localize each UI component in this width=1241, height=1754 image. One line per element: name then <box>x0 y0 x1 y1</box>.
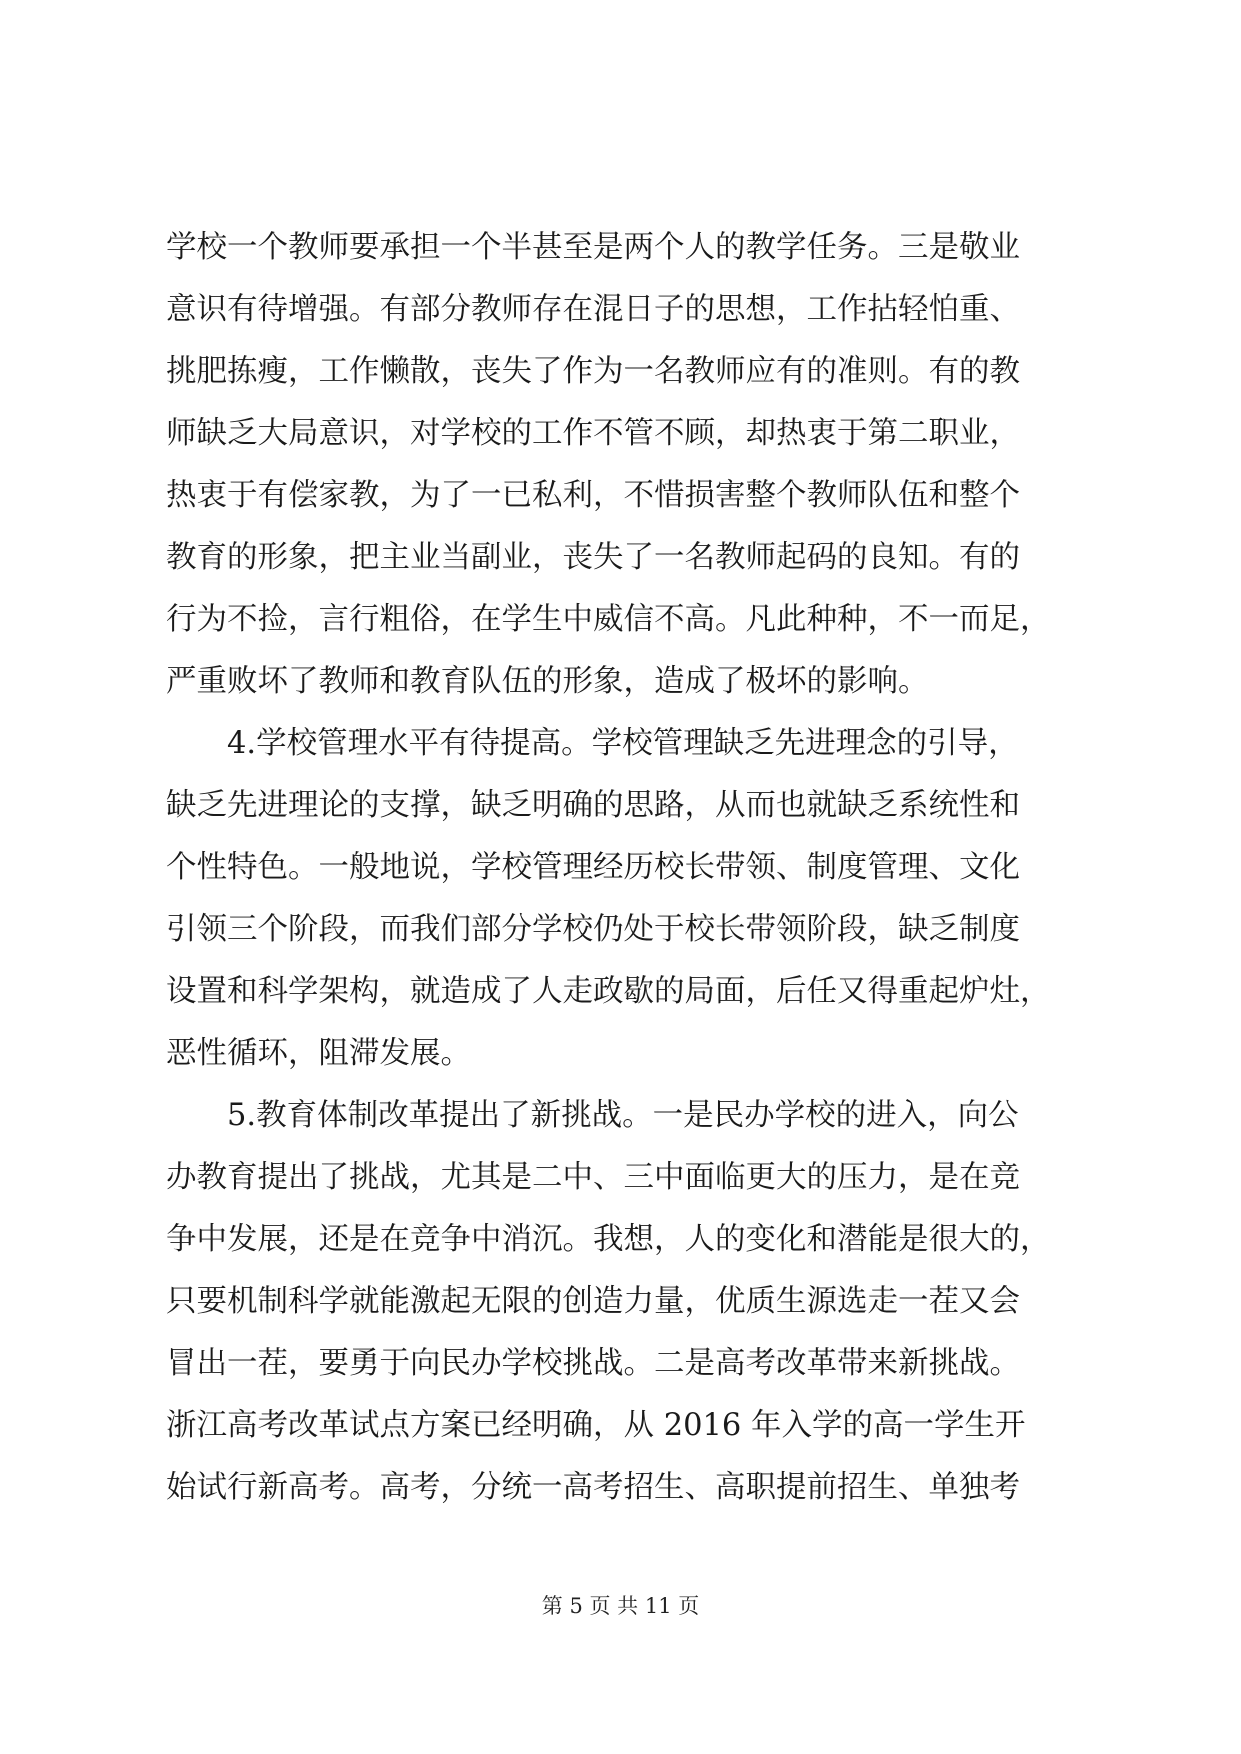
text-line: 只要机制科学就能激起无限的创造力量，优质生源选走一茬又会 <box>166 1284 1020 1319</box>
text-line: 始试行新高考。高考，分统一高考招生、高职提前招生、单独考 <box>166 1470 1020 1505</box>
paragraph-4-start: 4.学校管理水平有待提高。学校管理缺乏先进理念的引导， <box>166 726 1019 761</box>
text-line: 意识有待增强。有部分教师存在混日子的思想，工作拈轻怕重、 <box>166 292 1020 327</box>
page-number-footer: 第 5 页 共 11 页 <box>541 1594 700 1618</box>
text-line: 学校一个教师要承担一个半甚至是两个人的教学任务。三是敬业 <box>166 230 1020 265</box>
text-line: 热衷于有偿家教，为了一已私利，不惜损害整个教师队伍和整个 <box>166 478 1020 513</box>
text-line: 争中发展，还是在竞争中消沉。我想，人的变化和潜能是很大的， <box>166 1222 1051 1257</box>
text-line: 教育的形象，把主业当副业，丧失了一名教师起码的良知。有的 <box>166 540 1020 575</box>
text-line: 个性特色。一般地说，学校管理经历校长带领、制度管理、文化 <box>166 850 1020 885</box>
text-line: 恶性循环，阻滞发展。 <box>166 1036 471 1071</box>
text-line: 设置和科学架构，就造成了人走政歇的局面，后任又得重起炉灶， <box>166 974 1051 1009</box>
text-line: 行为不捡，言行粗俗，在学生中威信不高。凡此种种，不一而足， <box>166 602 1051 637</box>
text-line: 缺乏先进理论的支撑，缺乏明确的思路，从而也就缺乏系统性和 <box>166 788 1020 823</box>
text-line: 师缺乏大局意识，对学校的工作不管不顾，却热衷于第二职业， <box>166 416 1020 451</box>
text-line: 冒出一茬，要勇于向民办学校挑战。二是高考改革带来新挑战。 <box>166 1346 1020 1381</box>
text-line: 引领三个阶段，而我们部分学校仍处于校长带领阶段，缺乏制度 <box>166 912 1020 947</box>
paragraph-5-start: 5.教育体制改革提出了新挑战。一是民办学校的进入，向公 <box>166 1098 1019 1133</box>
text-line: 严重败坏了教师和教育队伍的形象，造成了极坏的影响。 <box>166 664 929 699</box>
text-line: 挑肥拣瘦，工作懒散，丧失了作为一名教师应有的准则。有的教 <box>166 354 1020 389</box>
text-line: 浙江高考改革试点方案已经明确，从 2016 年入学的高一学生开 <box>166 1408 1026 1443</box>
text-line: 办教育提出了挑战，尤其是二中、三中面临更大的压力，是在竞 <box>166 1160 1020 1195</box>
